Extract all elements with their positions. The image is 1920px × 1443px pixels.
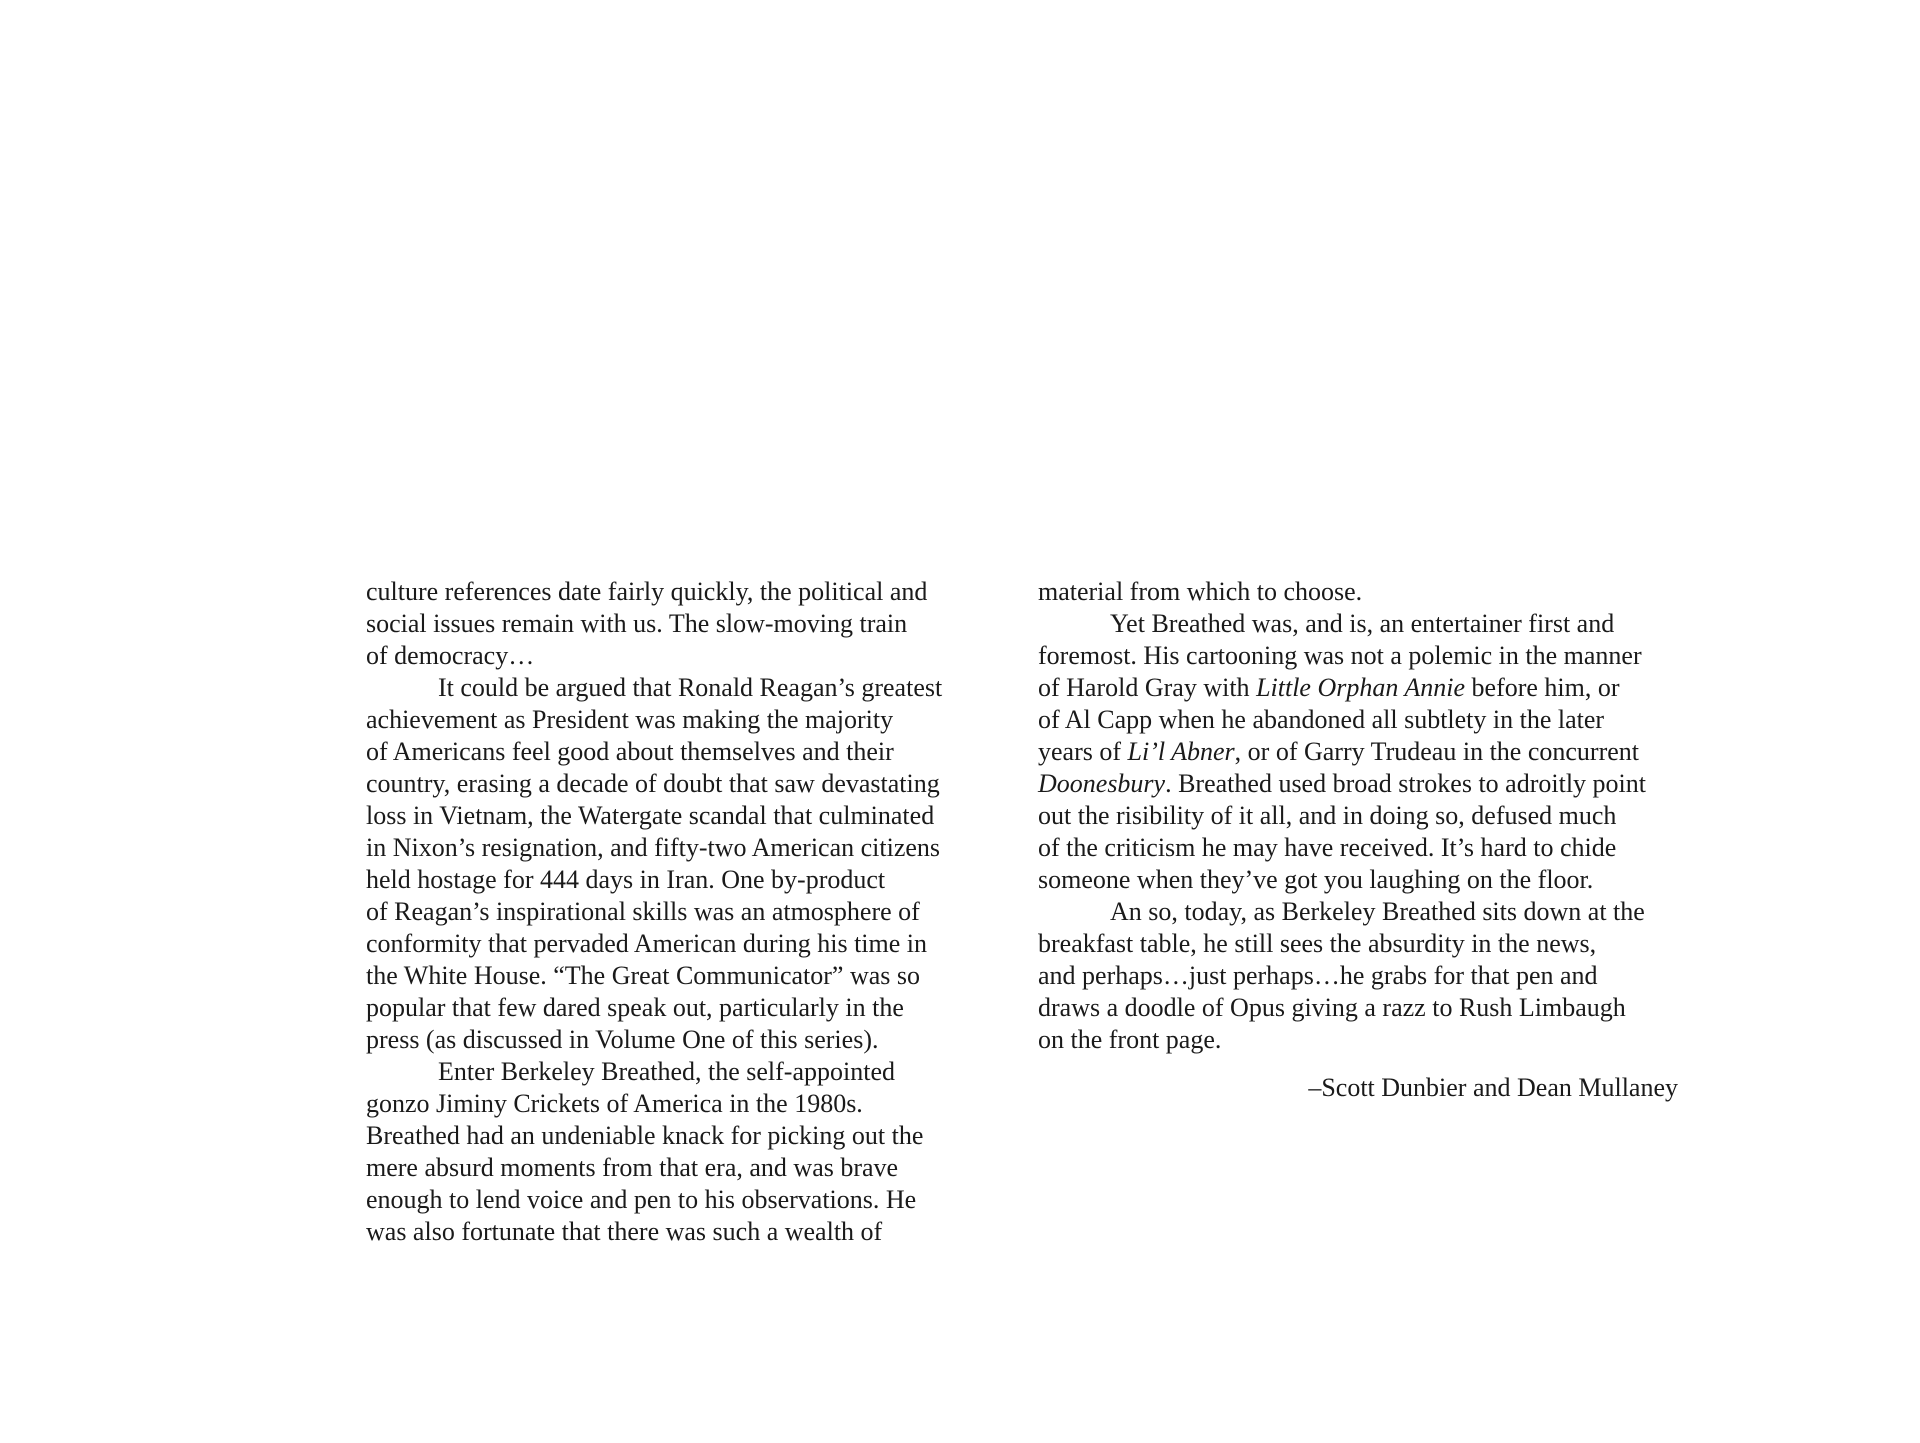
text-segment: . Breathed used broad strokes to adroitly point	[1165, 769, 1646, 798]
text-line	[1038, 672, 1678, 704]
title-lil-abner: Li’l Abner	[1127, 737, 1235, 766]
text-line: the White House. “The Great Communicator” was so	[366, 961, 921, 990]
title-doonesbury: Doonesbury	[1038, 769, 1166, 798]
text-line: social issues remain with us. The slow-moving train	[366, 609, 908, 638]
text-line: out the risibility of it all, and in doing so, defused much	[1038, 801, 1617, 830]
left-text-column	[366, 576, 986, 1248]
text-segment: , or of Garry Trudeau in the concurrent	[1234, 737, 1639, 766]
text-line: achievement as President was making the majority	[366, 705, 894, 734]
text-segment: years of	[1038, 737, 1128, 766]
text-line: someone when they’ve got you laughing on the floor.	[1038, 865, 1594, 894]
text-line: on the front page.	[1038, 1025, 1222, 1054]
paragraph-start-line: It could be argued that Ronald Reagan’s greatest	[438, 673, 943, 702]
text-line: of Reagan’s inspirational skills was an atmosphere of	[366, 897, 920, 926]
text-line: of democracy…	[366, 641, 535, 670]
paragraph-start-line: Yet Breathed was, and is, an entertainer first and	[1110, 609, 1615, 638]
text-line: Breathed had an undeniable knack for picking out the	[366, 1121, 924, 1150]
text-line: material from which to choose.	[1038, 577, 1363, 606]
text-line: country, erasing a decade of doubt that saw devastating	[366, 769, 940, 798]
text-line: of the criticism he may have received. It’s hard to chide	[1038, 833, 1617, 862]
paragraph-start-line: Enter Berkeley Breathed, the self-appointed	[438, 1057, 895, 1086]
text-segment: of Harold Gray with	[1038, 673, 1257, 702]
text-line: culture references date fairly quickly, the political and	[366, 577, 928, 606]
paragraph-start-line: An so, today, as Berkeley Breathed sits down at the	[1110, 897, 1645, 926]
text-line: breakfast table, he still sees the absurdity in the news,	[1038, 929, 1597, 958]
text-line: in Nixon’s resignation, and fifty-two American citizens	[366, 833, 941, 862]
text-line: of Americans feel good about themselves and their	[366, 737, 894, 766]
author-signature: –Scott Dunbier and Dean Mullaney	[1308, 1073, 1678, 1102]
text-line: mere absurd moments from that era, and was brave	[366, 1153, 899, 1182]
title-little-orphan-annie: Little Orphan Annie	[1256, 673, 1466, 702]
text-line	[1038, 768, 1678, 800]
text-line: draws a doodle of Opus giving a razz to Rush Limbaugh	[1038, 993, 1626, 1022]
right-text-column	[1038, 576, 1678, 1104]
text-line	[1038, 736, 1678, 768]
text-line: popular that few dared speak out, particularly in the	[366, 993, 904, 1022]
text-line: was also fortunate that there was such a wealth of	[366, 1217, 883, 1246]
text-line: press (as discussed in Volume One of this series).	[366, 1025, 879, 1054]
text-line: of Al Capp when he abandoned all subtlety in the later	[1038, 705, 1605, 734]
text-segment: before him, or	[1465, 673, 1620, 702]
text-line: conformity that pervaded American during his time in	[366, 929, 928, 958]
text-line: held hostage for 444 days in Iran. One by-product	[366, 865, 886, 894]
text-line: loss in Vietnam, the Watergate scandal that culminated	[366, 801, 935, 830]
text-line: foremost. His cartooning was not a polemic in the manner	[1038, 641, 1642, 670]
text-line: enough to lend voice and pen to his observations. He	[366, 1185, 917, 1214]
text-line: gonzo Jiminy Crickets of America in the 1980s.	[366, 1089, 863, 1118]
text-line: and perhaps…just perhaps…he grabs for that pen and	[1038, 961, 1598, 990]
